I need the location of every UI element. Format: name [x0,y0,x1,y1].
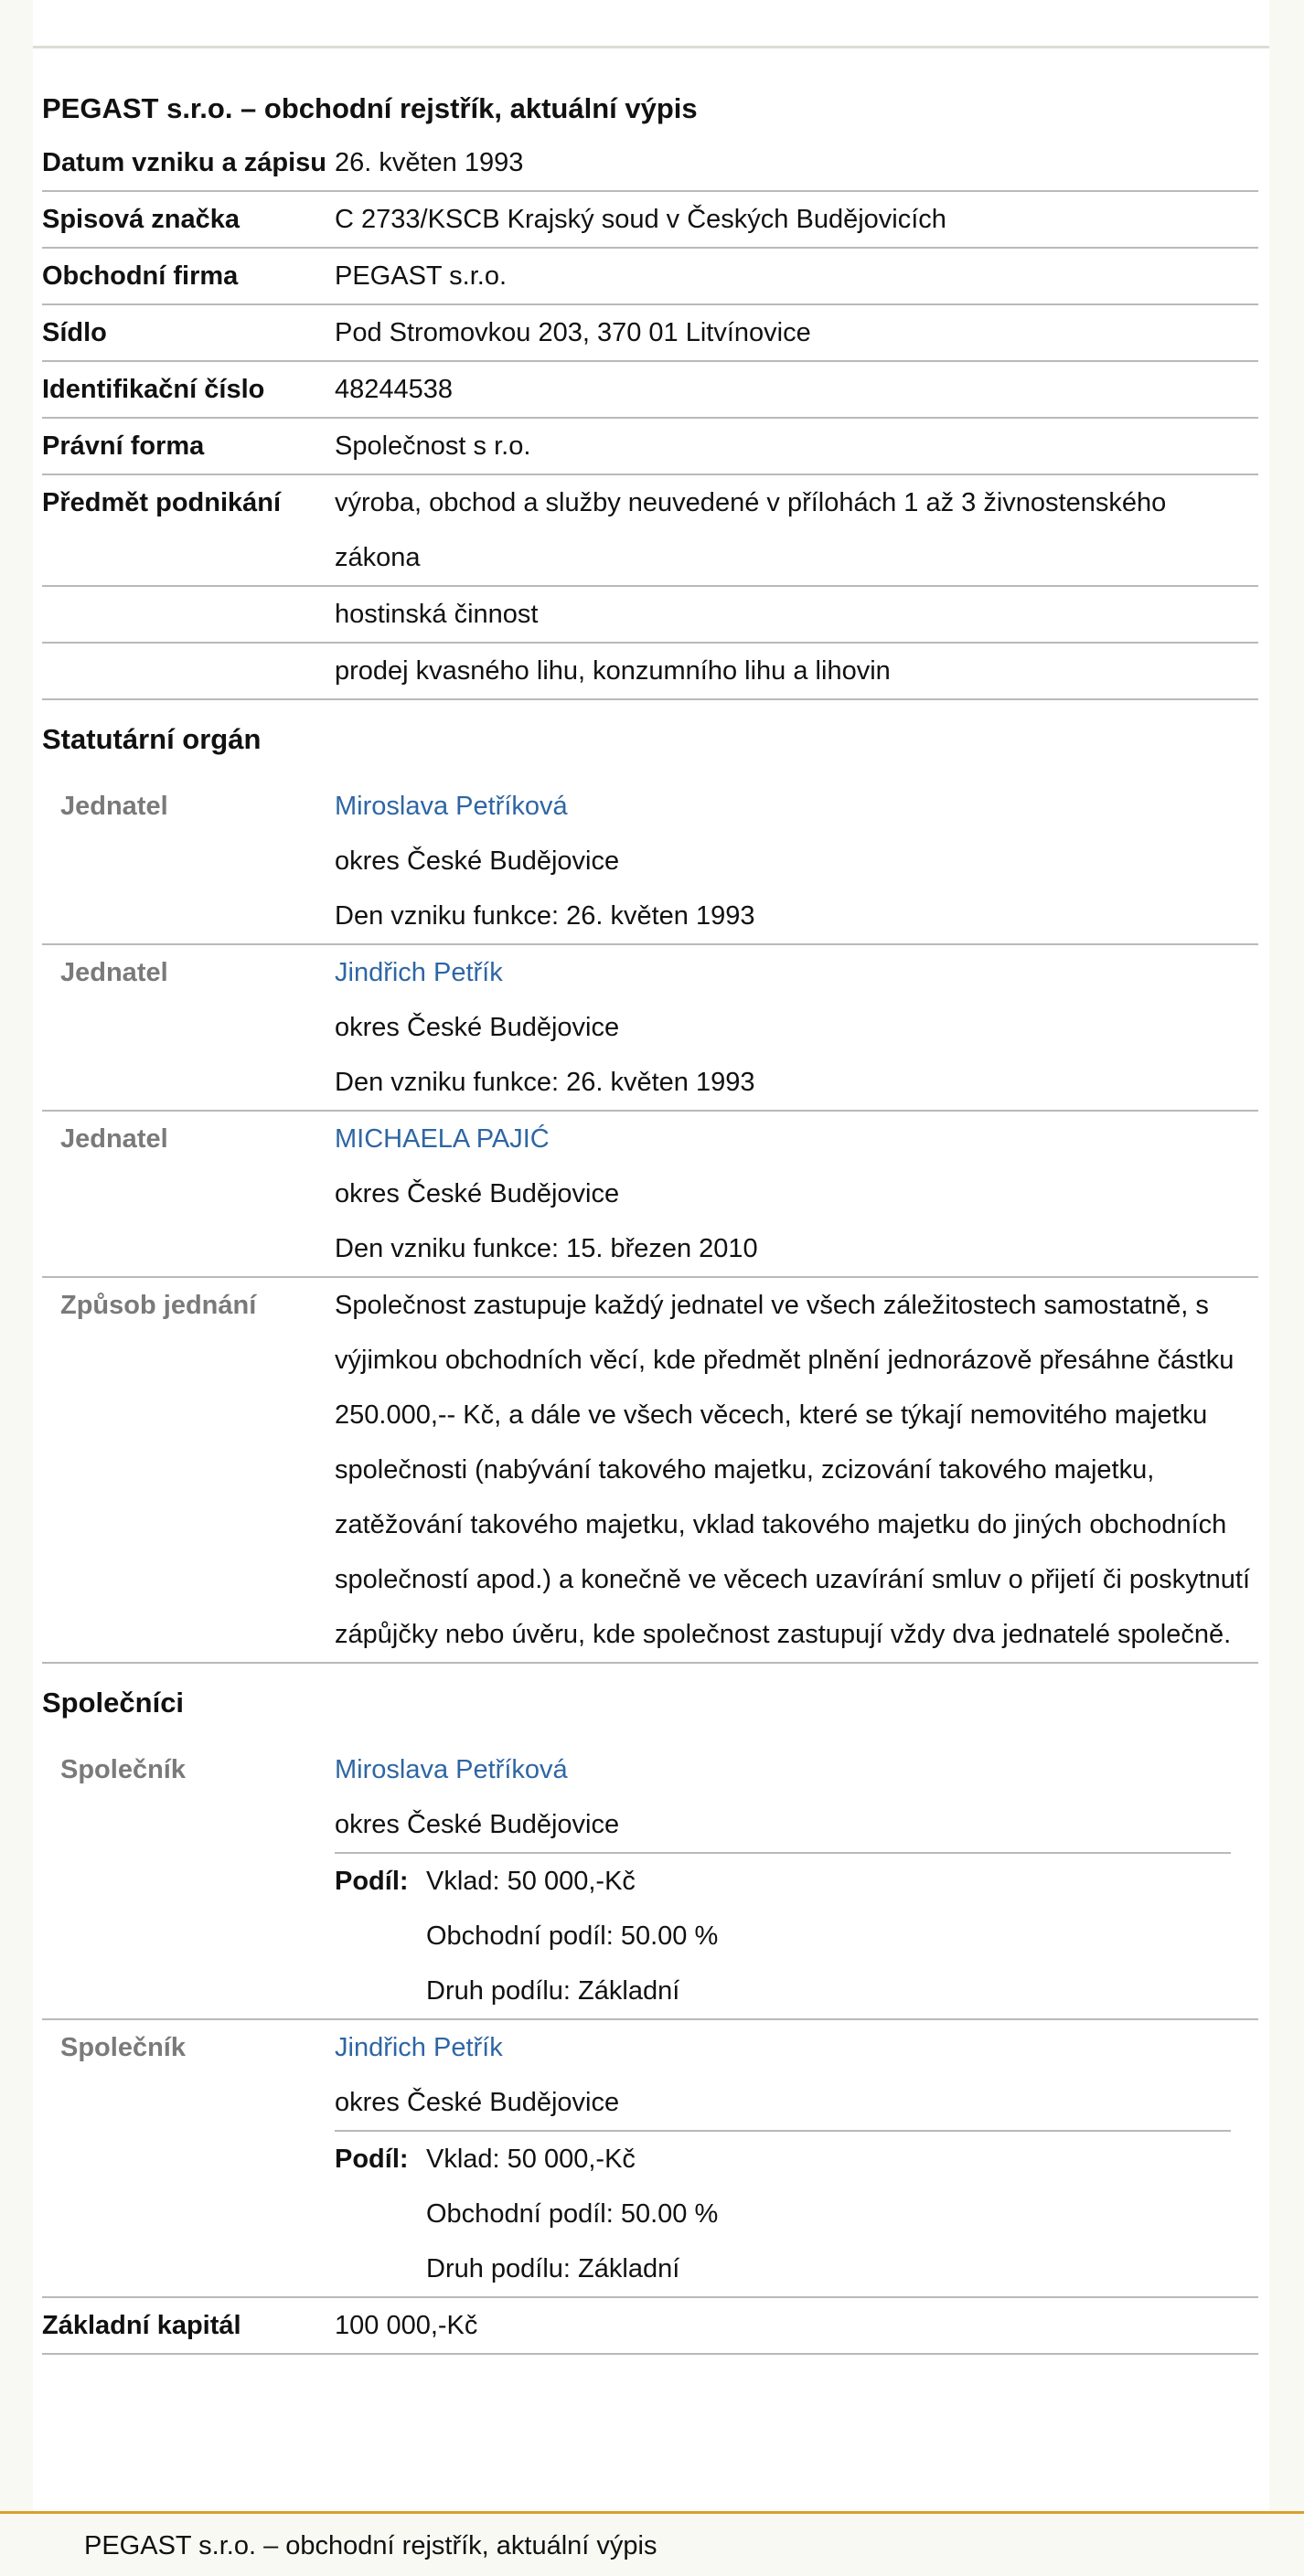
zpusob-text: Společnost zastupuje každý jednatel ve všech záležitostech samostatně, s výjimkou obchodních věcí, kde předmět plnění jednorázově přesáhne částku 250.000,-- Kč, a dále ve všech věcech, které se týkají nemovitého majetku společnosti (nabývání takového majetku, zcizování takového majetku, zatěžování takového majetku, vklad takového majetku do jiných obchodních společností apod.) a konečně ve věcech uzavírání smluv o přijetí či poskytnutí zápůjčky nebo úvěru, kde společnost zastupují vždy dva jednatelé společně. [335,1291,1251,1649]
row-value: Pod Stromovkou 203, 370 01 Litvínovice [335,318,811,347]
document-page [33,0,1269,2511]
shareholder [42,1742,1258,2020]
row-value: Společnost s r.o. [335,431,531,461]
statutory-member [42,1112,1258,1278]
member-role: Jednatel [60,958,168,987]
member-district: okres České Budějovice [335,1013,620,1042]
row-value: výroba, obchod a služby neuvedené v přílohách 1 až 3 živnostenského zákona [335,488,1167,572]
registry-extract [42,82,1258,2355]
footer-divider [0,2511,1304,2514]
member-since: Den vzniku funkce: 26. květen 1993 [335,901,755,931]
row-value: 26. květen 1993 [335,148,524,177]
row-zpusob-jednani [42,1278,1258,1664]
member-name-link[interactable]: Jindřich Petřík [335,958,503,987]
share-details [335,2132,1258,2296]
row-label: Datum vzniku a zápisu [42,148,327,177]
member-role: Jednatel [60,792,168,821]
row-label: Právní forma [42,431,205,461]
row-label: Sídlo [42,318,107,347]
zpusob-label: Způsob jednání [60,1291,257,1320]
row-value: 100 000,-Kč [335,2311,478,2340]
statutory-member [42,779,1258,945]
share-type: Druh podílu: Základní [426,1976,680,2006]
row-label: Obchodní firma [42,261,239,291]
member-since: Den vzniku funkce: 15. březen 2010 [335,1234,758,1263]
share-deposit: Vklad: 50 000,-Kč [426,1867,636,1896]
section-heading-statutarni: Statutární orgán [42,723,262,755]
row-obchodni-firma [42,249,1258,305]
share-deposit: Vklad: 50 000,-Kč [426,2145,636,2174]
row-value: C 2733/KSCB Krajský soud v Českých Budějovicích [335,205,946,234]
top-divider [33,46,1269,48]
row-label: Identifikační číslo [42,375,265,404]
shareholder-district: okres České Budějovice [335,2075,1231,2132]
share-type: Druh podílu: Základní [426,2254,680,2283]
shareholder-name-link[interactable]: Jindřich Petřík [335,2033,503,2062]
row-sidlo [42,305,1258,362]
row-zakladni-kapital [42,2298,1258,2355]
member-name-link[interactable]: MICHAELA PAJIĆ [335,1124,550,1154]
row-value: 48244538 [335,375,454,404]
member-since: Den vzniku funkce: 26. květen 1993 [335,1068,755,1097]
row-pravni-forma [42,419,1258,475]
shareholder-district: okres České Budějovice [335,1797,1231,1854]
row-ico [42,362,1258,419]
row-predmet-podnikani-3 [42,644,1258,700]
row-predmet-podnikani [42,475,1258,587]
row-value: PEGAST s.r.o. [335,261,508,291]
section-heading-spolecnici: Společníci [42,1687,185,1719]
share-percent: Obchodní podíl: 50.00 % [426,2199,719,2229]
statutory-member [42,945,1258,1112]
row-datum [42,135,1258,192]
member-district: okres České Budějovice [335,1179,620,1208]
footer-title: PEGAST s.r.o. – obchodní rejstřík, aktuální výpis [84,2531,657,2560]
row-label: Spisová značka [42,205,240,234]
shareholder-role: Společník [60,2033,186,2062]
row-label: Předmět podnikání [42,488,282,517]
row-value: prodej kvasného lihu, konzumního lihu a lihovin [335,656,891,686]
member-role: Jednatel [60,1124,168,1154]
shareholder [42,2020,1258,2298]
row-spisova-znacka [42,192,1258,249]
member-name-link[interactable]: Miroslava Petříková [335,792,568,821]
page-title: PEGAST s.r.o. – obchodní rejstřík, aktuální výpis [42,92,698,124]
share-percent: Obchodní podíl: 50.00 % [426,1921,719,1951]
share-label: Podíl: [335,2145,409,2174]
row-label: Základní kapitál [42,2311,241,2340]
shareholder-role: Společník [60,1755,186,1784]
share-label: Podíl: [335,1867,409,1896]
row-predmet-podnikani-2 [42,587,1258,644]
row-value: hostinská činnost [335,600,539,629]
share-details [335,1854,1258,2018]
member-district: okres České Budějovice [335,846,620,876]
shareholder-name-link[interactable]: Miroslava Petříková [335,1755,568,1784]
